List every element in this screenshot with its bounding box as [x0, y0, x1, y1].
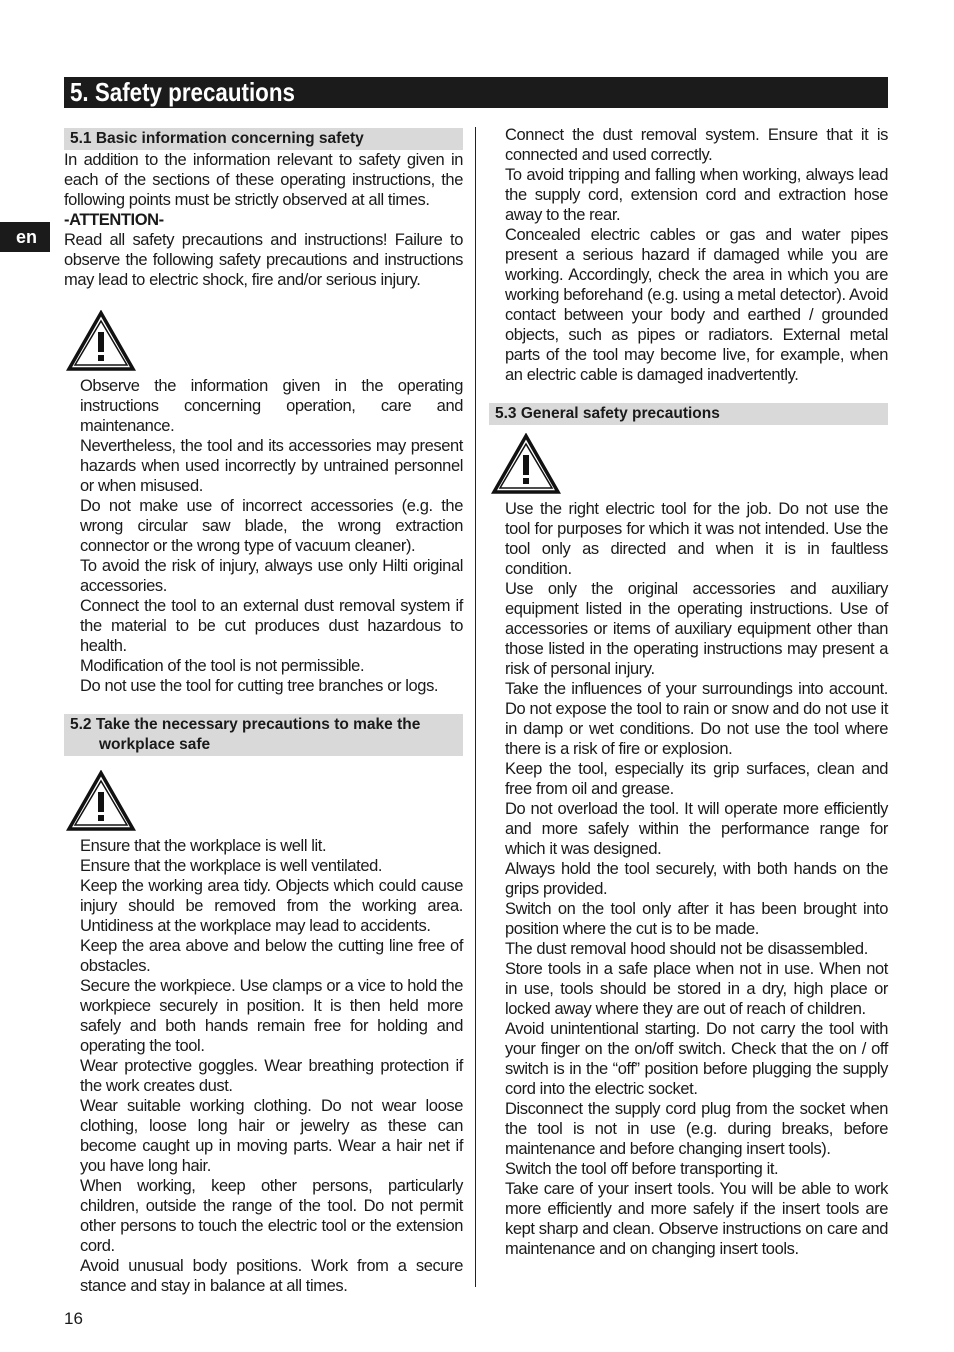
list-item: Switch the tool off before transporting it. — [505, 1160, 779, 1178]
list-item: Observe the information given in the operating instructions concerning operation, care and maintenance. — [80, 377, 463, 435]
list-item: Avoid unintentional starting. Do not carry the tool with your finger on the on/off switch. Check that the on / off switch is in the “off” position before plugging the supply cord into the electric socket. — [505, 1020, 888, 1098]
list-item: Do not make use of incorrect accessories (e.g. the wrong circular saw blade, the wrong extraction connector or the wrong type of vacuum cleaner). — [80, 497, 463, 555]
list-item: Take care of your insert tools. You will be able to work more efficiently and more safely if the insert tools are kept sharp and clean. Observe instructions on care and maintenance and on changing insert tools. — [505, 1180, 888, 1258]
list-item: Disconnect the supply cord plug from the socket when the tool is not in use (e.g. during breaks, before maintenance and before changing insert tools). — [505, 1100, 888, 1158]
list-item: Modification of the tool is not permissible. — [80, 657, 365, 675]
list-item: Keep the tool, especially its grip surfaces, clean and free from oil and grease. — [505, 760, 888, 798]
section-5-3-title: 5.3 General safety precautions — [489, 403, 888, 425]
list-item: Keep the area above and below the cutting line free of obstacles. — [80, 937, 463, 975]
list-item: Ensure that the workplace is well lit. — [80, 837, 327, 855]
list-item: Concealed electric cables or gas and water pipes present a serious hazard if damaged while you are working. Accordingly, check the area in which you are working beforehand (e.g. using a metal detector). Avoid contact between your body and earthed / grounded objects, such as pipes or radiators. External metal parts of the tool may become live, for example, when an electric cable is damaged inadvertently. — [505, 226, 888, 384]
list-item: The dust removal hood should not be disassembled. — [505, 940, 868, 958]
list-item: Nevertheless, the tool and its accessories may present hazards when used incorrectly by untrained personnel or when misused. — [80, 437, 463, 495]
list-item: To avoid tripping and falling when working, always lead the supply cord, extension cord and extraction hose away to the rear. — [505, 166, 888, 224]
list-item: Connect the dust removal system. Ensure that it is connected and used correctly. — [505, 126, 888, 164]
list-item: Take the influences of your surroundings into account. Do not expose the tool to rain or snow and do not use it in damp or wet conditions. Do not use the tool where there is a risk of fire or explosion. — [505, 680, 888, 758]
warning-triangle-icon — [491, 433, 561, 495]
list-item: Ensure that the workplace is well ventilated. — [80, 857, 383, 875]
list-item: Do not use the tool for cutting tree branches or logs. — [80, 677, 439, 695]
list-item: Connect the tool to an external dust removal system if the material to be cut produces dust hazardous to health. — [80, 597, 463, 655]
list-item: Store tools in a safe place when not in use. When not in use, tools should be stored in a dry, high place or locked away where they are out of reach of children. — [505, 960, 888, 1018]
warning-triangle-icon — [66, 310, 136, 372]
warning-triangle-icon — [66, 770, 136, 832]
list-item: Switch on the tool only after it has been brought into position where the cut is to be made. — [505, 900, 888, 938]
chapter-title: 5. Safety precautions — [64, 77, 888, 108]
language-tab: en — [0, 222, 50, 252]
list-item: Secure the workpiece. Use clamps or a vice to hold the workpiece securely in position. It is then held more safely and both hands remain free for holding and operating the tool. — [80, 977, 463, 1055]
attention-text: Read all safety precautions and instructions! Failure to observe the following safety precautions and instructions may lead to electric shock, fire and/or serious injury. — [64, 231, 463, 289]
right-column — [489, 125, 888, 1259]
list-item: Use the right electric tool for the job. Do not use the tool for purposes for which it was not intended. Use the tool only as directed and when it is in faultless condition. — [505, 500, 888, 578]
list-item: Use only the original accessories and auxiliary equipment listed in the operating instructions. Use of accessories or items of auxiliary equipment other than those listed in the operating instructions may present a risk of personal injury. — [505, 580, 888, 678]
list-item: Avoid unusual body positions. Work from a secure stance and stay in balance at all times. — [80, 1257, 463, 1295]
list-item: Wear suitable working clothing. Do not wear loose clothing, loose long hair or jewelry as these can become caught up in moving parts. Wear a hair net if you have long hair. — [80, 1097, 463, 1175]
list-item: Always hold the tool securely, with both hands on the grips provided. — [505, 860, 888, 898]
list-item: Do not overload the tool. It will operate more efficiently and more safely within the performance range for which it was designed. — [505, 800, 888, 858]
list-item: Keep the working area tidy. Objects which could cause injury should be removed from the working area. Untidiness at the workplace may lead to accidents. — [80, 877, 463, 935]
column-divider — [475, 127, 476, 1287]
section-5-2-title: 5.2 Take the necessary precautions to make the workplace safe — [64, 714, 463, 756]
section-5-1-intro: In addition to the information relevant to safety given in each of the sections of these operating instructions, the following points must be strictly observed at all times. — [64, 151, 463, 209]
list-item: Wear protective goggles. Wear breathing protection if the work creates dust. — [80, 1057, 463, 1095]
attention-label: -ATTENTION- — [64, 211, 164, 229]
section-5-1-title: 5.1 Basic information concerning safety — [64, 128, 463, 150]
left-column — [64, 128, 463, 1296]
list-item: To avoid the risk of injury, always use only Hilti original accessories. — [80, 557, 463, 595]
list-item: When working, keep other persons, particularly children, outside the range of the tool. Do not permit other persons to touch the electric tool or the extension cord. — [80, 1177, 463, 1255]
page-number: 16 — [64, 1309, 83, 1328]
